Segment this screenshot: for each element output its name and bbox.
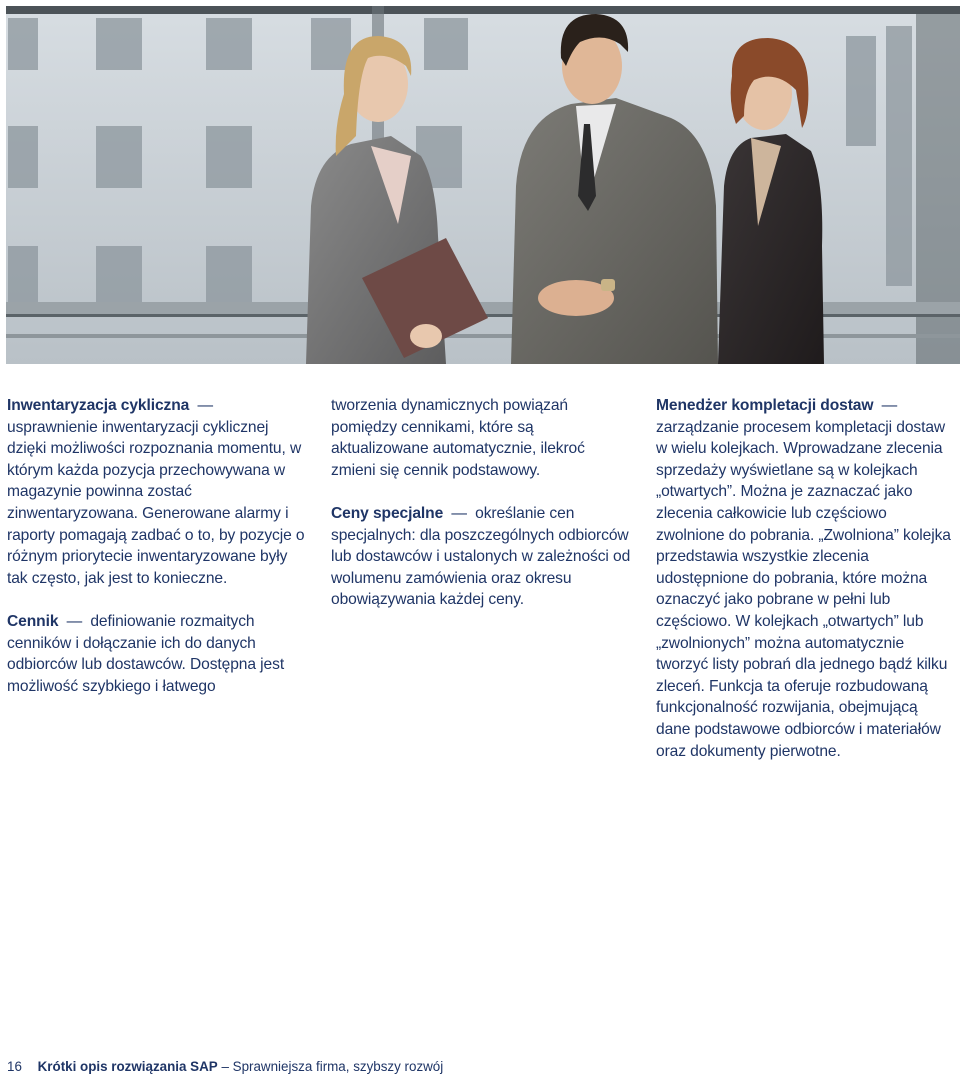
definition-price-list: definiowanie rozmaitych cenników i dołączanie ich do danych odbiorców lub dostawców. Dostępna jest możliwość szybkiego i łatwego (7, 612, 285, 695)
term-pick-list-manager: Menedżer kompletacji dostaw (656, 397, 874, 414)
page-number: 16 (7, 1059, 22, 1074)
paragraph-cycle-count (7, 395, 307, 589)
paragraph-price-list (7, 611, 307, 697)
page-footer (7, 1058, 443, 1076)
dash: — (197, 397, 213, 414)
text-column-2 (331, 395, 631, 633)
business-people-photo (6, 6, 960, 364)
dash: — (66, 612, 83, 630)
dash: — (451, 504, 467, 522)
text-column-1 (7, 395, 307, 719)
paragraph-special-prices (331, 503, 631, 611)
definition-special-prices: określanie cen specjalnych: dla poszczególnych odbiorców lub dostawców i ustalonych w zależności od wolumenu zamówienia oraz okresu obowiązywania każdej ceny. (331, 504, 631, 609)
paragraph-pick-list-manager (656, 395, 956, 762)
document-subtitle: Sprawniejsza firma, szybszy rozwój (232, 1059, 444, 1074)
document-title: Krótki opis rozwiązania SAP (37, 1059, 218, 1074)
term-price-list: Cennik (7, 612, 59, 630)
definition-pick-list-manager: zarządzanie procesem kompletacji dostaw w wielu kolejkach. Wprowadzane zlecenia sprzedaży wyświetlane są w kolejkach „otwartych”. Można je zaznaczać jako zlecenia całkowicie lub częściowo zwolnione do pobrania. „Zwolniona” kolejka przedstawia wszystkie zlecenia udostępnione do pobrania, które można oznaczyć jako pobrane w pełni lub częściowo. W kolejkach „otwartych” lub „zwolnionych” można automatycznie tworzyć listy pobrań dla jednego bądź kilku zleceń. Funkcja ta oferuje rozbudowaną funkcjonalność rozwijania, obejmującą dane podstawowe odbiorców i materiałów oraz dokumenty pierwotne. (656, 418, 951, 760)
footer-separator: – (221, 1059, 229, 1074)
paragraph-price-list-continued (331, 395, 631, 481)
dash: — (881, 397, 898, 414)
text-column-3 (656, 395, 956, 784)
definition-cycle-count: usprawnienie inwentaryzacji cyklicznej dzięki możliwości rozpoznania momentu, w którym każda pozycja przechowywana w magazynie powinna zostać zinwentaryzowana. Generowane alarmy i raporty pomagają zadbać o to, by pozycje o różnym priorytecie inwentaryzowane były tak często, jak jest to konieczne. (7, 418, 305, 587)
definition-price-list-continued: tworzenia dynamicznych powiązań pomiędzy cennikami, które są aktualizowane automatycznie, ilekroć zmieni się cennik podstawowy. (331, 397, 585, 479)
term-special-prices: Ceny specjalne (331, 504, 444, 522)
term-cycle-count: Inwentaryzacja cykliczna (7, 397, 190, 414)
